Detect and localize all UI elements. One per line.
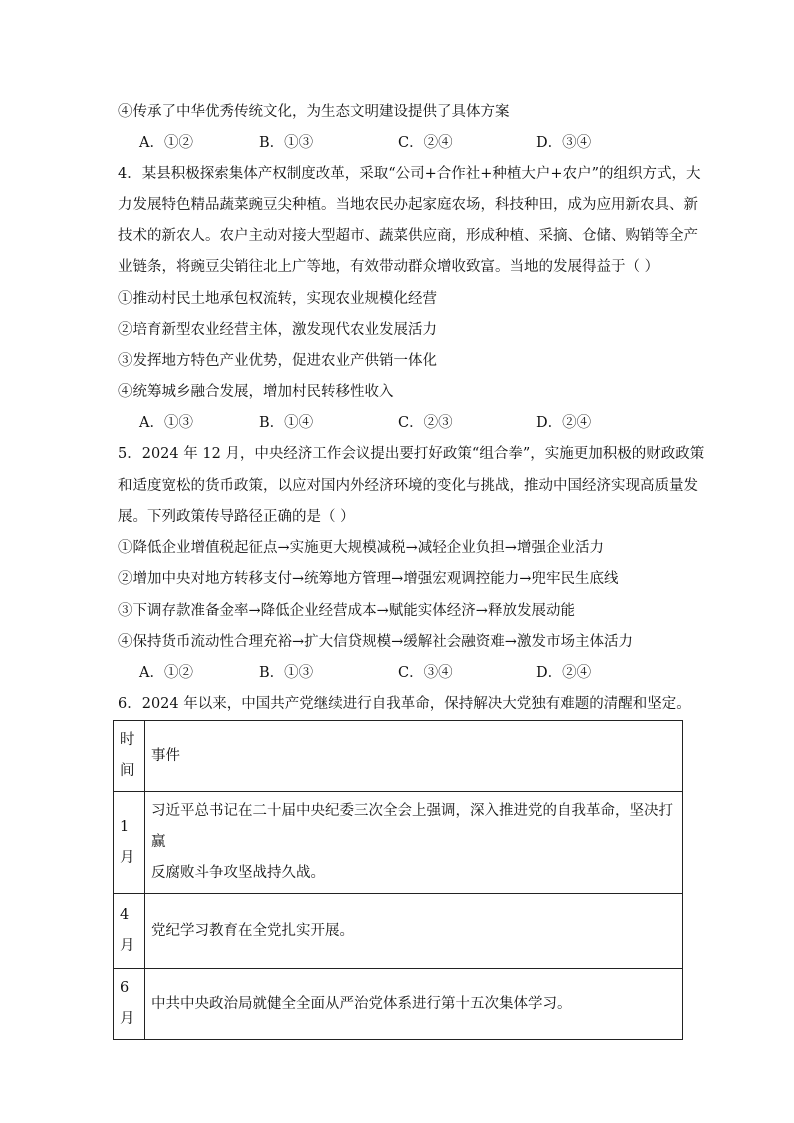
q5-item-3: ③下调存款准备金率→降低企业经营成本→赋能实体经济→释放发展动能 bbox=[118, 603, 575, 619]
header-time-bottom: 间 bbox=[120, 763, 135, 779]
table-row bbox=[114, 792, 683, 894]
month-number: 6 bbox=[120, 980, 130, 996]
table-row bbox=[114, 969, 683, 1040]
q5-option-a[interactable]: A．①② bbox=[139, 665, 193, 681]
month-cell bbox=[114, 969, 145, 1040]
q4-stem-line-3: 技术的新农人。农户主动对接大型超市、蔬菜供应商，形成种植、采摘、仓储、购销等全产 bbox=[118, 228, 698, 244]
event-cell bbox=[145, 792, 683, 894]
q4-option-b[interactable]: B．①④ bbox=[259, 415, 314, 431]
month-number: 1 bbox=[120, 818, 130, 835]
event-cell bbox=[145, 894, 683, 969]
q5-option-c[interactable]: C．③④ bbox=[398, 665, 453, 681]
q4-stem-line-4: 业链条，将豌豆尖销往北上广等地，有效带动群众增收致富。当地的发展得益于（ ） bbox=[118, 259, 660, 275]
month-unit: 月 bbox=[120, 938, 135, 954]
table-header-row bbox=[114, 721, 683, 792]
header-time-cell bbox=[114, 721, 145, 792]
q4-option-a[interactable]: A．①③ bbox=[139, 415, 193, 431]
month-unit: 月 bbox=[120, 1011, 135, 1027]
q4-item-4: ④统筹城乡融合发展，增加村民转移性收入 bbox=[118, 384, 394, 400]
q5-stem-line-3: 展。下列政策传导路径正确的是（ ） bbox=[118, 509, 355, 525]
q5-stem-line-1: 5．2024 年 12 月，中央经济工作会议提出要打好政策“组合拳”，实施更加积极的财政政策 bbox=[118, 446, 705, 462]
q4-option-d[interactable]: D．②④ bbox=[536, 415, 592, 431]
event-cell bbox=[145, 969, 683, 1040]
q6-events-table bbox=[113, 720, 683, 1040]
q3-option-c[interactable]: C．②④ bbox=[398, 135, 453, 151]
month-cell bbox=[114, 894, 145, 969]
q4-stem-line-2: 力发展特色精品蔬菜豌豆尖种植。当地农民办起家庭农场，科技种田，成为应用新农具、新 bbox=[118, 197, 698, 213]
q3-option-b[interactable]: B．①③ bbox=[259, 135, 314, 151]
event-text-line: 习近平总书记在二十届中央纪委三次全会上强调，深入推进党的自我革命，坚决打赢 bbox=[151, 803, 673, 850]
q6-stem: 6．2024 年以来，中国共产党继续进行自我革命，保持解决大党独有难题的清醒和坚定。 bbox=[118, 696, 691, 712]
month-unit: 月 bbox=[120, 849, 135, 866]
q5-option-d[interactable]: D．②④ bbox=[536, 665, 592, 681]
q5-item-1: ①降低企业增值税起征点→实施更大规模减税→减轻企业负担→增强企业活力 bbox=[118, 540, 604, 556]
event-text-line: 党纪学习教育在全党扎实开展。 bbox=[151, 922, 354, 939]
table-row bbox=[114, 894, 683, 969]
event-text-line: 中共中央政治局就健全全面从严治党体系进行第十五次集体学习。 bbox=[151, 995, 572, 1012]
header-event-cell bbox=[145, 721, 683, 792]
q5-item-2: ②增加中央对地方转移支付→统筹地方管理→增强宏观调控能力→兜牢民生底线 bbox=[118, 571, 619, 587]
q4-stem-line-1: 4．某县积极探索集体产权制度改革，采取“公司+合作社+种植大户+农户”的组织方式，大 bbox=[118, 166, 701, 182]
q4-option-c[interactable]: C．②③ bbox=[398, 415, 453, 431]
month-cell bbox=[114, 792, 145, 894]
q3-item-4: ④传承了中华优秀传统文化，为生态文明建设提供了具体方案 bbox=[118, 104, 510, 120]
q3-option-a[interactable]: A．①② bbox=[139, 135, 193, 151]
header-event-label: 事件 bbox=[151, 747, 180, 764]
q4-item-1: ①推动村民土地承包权流转，实现农业规模化经营 bbox=[118, 291, 437, 307]
q3-option-d[interactable]: D．③④ bbox=[536, 135, 592, 151]
q5-option-b[interactable]: B．①③ bbox=[259, 665, 314, 681]
event-text-line: 反腐败斗争攻坚战持久战。 bbox=[151, 865, 325, 881]
q5-item-4: ④保持货币流动性合理充裕→扩大信贷规模→缓解社会融资难→激发市场主体活力 bbox=[118, 634, 633, 650]
month-number: 4 bbox=[120, 907, 130, 923]
q4-item-2: ②培育新型农业经营主体，激发现代农业发展活力 bbox=[118, 322, 437, 338]
q4-item-3: ③发挥地方特色产业优势，促进农业产供销一体化 bbox=[118, 353, 437, 369]
header-time-top: 时 bbox=[120, 732, 135, 748]
q5-stem-line-2: 和适度宽松的货币政策，以应对国内外经济环境的变化与挑战，推动中国经济实现高质量发 bbox=[118, 478, 698, 494]
